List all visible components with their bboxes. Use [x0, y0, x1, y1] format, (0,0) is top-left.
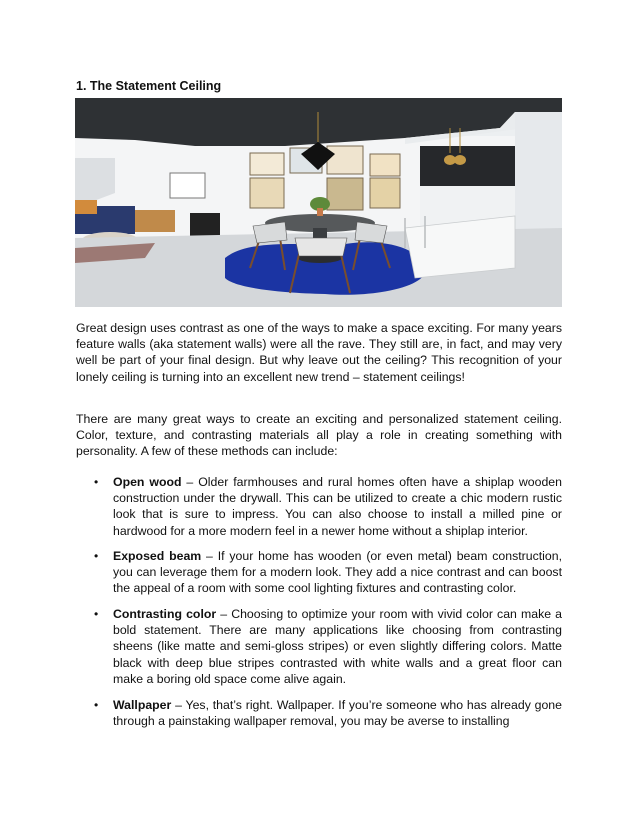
bullet-icon: • — [94, 698, 99, 712]
intro-paragraph: Great design uses contrast as one of the ways to make a space exciting. For many years feature walls (aka statement walls) were all the rave. They still are, in fact, and may very well be part of your final design. But why leave out the ceiling? This recognition of your lonely ceiling is turning into an excellent new trend – statement ceilings! — [76, 321, 562, 384]
item-description: – Yes, that’s right. Wallpaper. If you’re someone who has already gone through a painstaking wallpaper removal, you may be averse to installing — [113, 698, 562, 729]
section-heading: 1. The Statement Ceiling — [76, 79, 222, 93]
item-title: Contrasting color — [113, 607, 217, 621]
methods-intro-paragraph: There are many great ways to create an exciting and personalized statement ceiling. Color, texture, and contrasting materials all play a role in creating something with personality. A few of these methods can include: — [76, 412, 562, 459]
item-description: – Choosing to optimize your room with vivid color can make a bold statement. There are many applications like choosing from contrasting sheens (like matte and semi-gloss stripes) or even slightly differing colors. Matte black with deep blue stripes contrasted with white walls and a great floor can make a boring old space come alive again. — [113, 607, 562, 686]
bullet-icon: • — [94, 607, 99, 621]
item-title: Open wood — [113, 475, 182, 489]
bullet-icon: • — [94, 475, 99, 489]
item-description: – Older farmhouses and rural homes often have a shiplap wooden construction under the drywall. This can be utilized to create a chic modern rustic look that is sure to impress. You can also choose to install a milled pine or hardwood for a more modern feel in a newer home without a shiplap interior. — [113, 475, 562, 538]
item-title: Exposed beam — [113, 549, 202, 563]
item-description: – If your home has wooden (or even metal) beam construction, you can leverage them for a modern look. They add a nice contrast and can boost the appeal of a room with some cool lighting fixtures and contrasting color. — [113, 549, 563, 596]
item-title: Wallpaper — [113, 698, 172, 712]
bullet-icon: • — [94, 549, 99, 563]
dining-room-photo — [75, 98, 562, 307]
